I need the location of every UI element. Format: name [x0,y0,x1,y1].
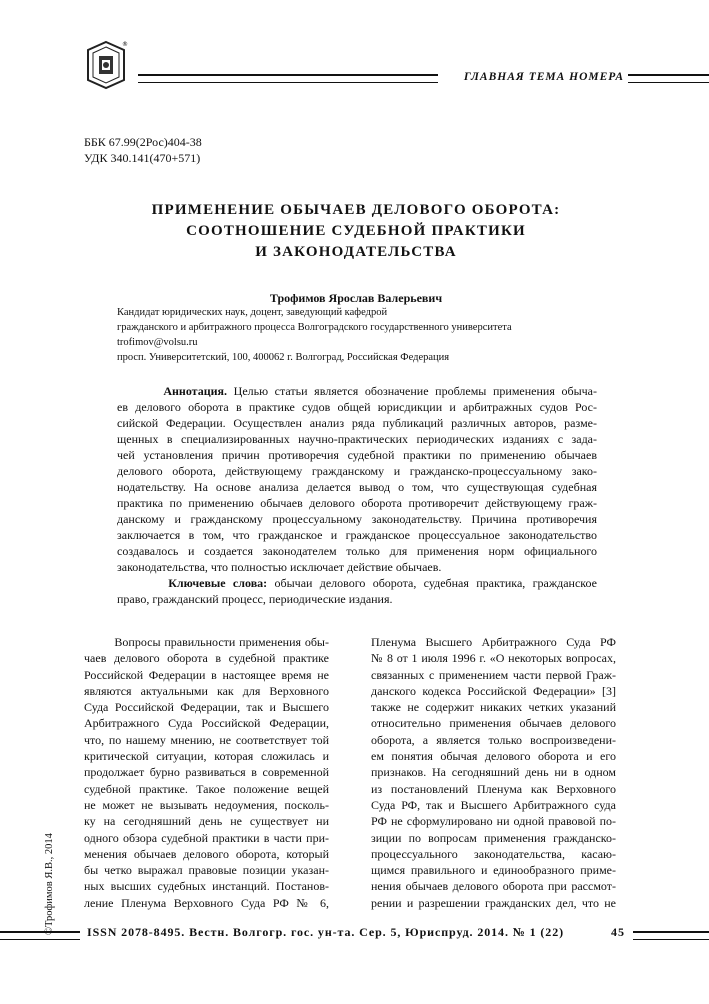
page-number: 45 [611,925,625,939]
body-line: являются актуальными как для Верховного [84,683,329,698]
body-line: также не содержит никаких четких указаний [371,700,616,715]
body-line: Суда Российской Федерации, так и Высшего [84,700,329,715]
body-line: не может не вызывать недоумения, посколь- [84,797,329,812]
footer-rule-left [0,931,80,940]
footer-rule-right [633,931,709,940]
body-column-right [371,634,616,911]
body-line: критической ситуации, которая сложилась и [84,749,329,764]
keywords-label: Ключевые слова: [168,576,268,590]
body-line: № 8 от 1 июля 1996 г. «О некоторых вопросах, [371,651,616,666]
abstract-line: законодательства, что полностью исключает действие обычаев. [117,560,442,574]
article-title [84,200,628,263]
author-address: просп. Университетский, 100, 400062 г. Волгоград, Российская Федерация [117,352,450,363]
university-seal-logo [84,40,128,90]
author-affiliation [117,305,512,365]
abstract-line: нодательству. На основе анализа делается вывод о том, что существующая судебная [117,480,597,494]
abstract-line: заключается в том, что гражданское и гражданское процессуальное законодательство [117,528,597,542]
body-line: менения обычаев делового оборота, который [84,846,329,861]
abstract-line: практика по применению обычаев делового оборота противоречит действующему граж- [117,496,597,510]
title-line: И ЗАКОНОДАТЕЛЬСТВА [255,244,457,260]
body-line: зиции по вопросам применения гражданско- [371,830,616,845]
abstract-label: Аннотация. [163,384,228,398]
affiliation-line: Кандидат юридических наук, доцент, заведующий кафедрой [117,307,388,318]
title-line: ПРИМЕНЕНИЕ ОБЫЧАЕВ ДЕЛОВОГО ОБОРОТА: [151,202,561,218]
body-line: одного обзора судебной практики в части при- [84,830,329,845]
body-line: Пленума Высшего Арбитражного Суда РФ [371,635,616,649]
abstract-line: чей установления причин противоречия судебной практики по применению обычаев [117,448,597,462]
keywords-line: Ключевые слова: обычаи делового оборота, судебная практика, гражданское [168,576,597,590]
udk-code: УДК 340.141(470+571) [84,151,201,165]
body-line: бы четко выражал правовые позиции указан- [84,863,329,878]
section-label: ГЛАВНАЯ ТЕМА НОМЕРА [463,71,624,83]
registered-mark: ® [122,41,128,48]
author-email: trofimov@volsu.ru [117,337,198,348]
body-line: процессуального законодательства, касаю- [371,846,616,861]
bbk-code: ББК 67.99(2Рос)404-38 [84,135,202,149]
abstract-line: данскому и гражданскому процессуальному законодательству. Причина противоречия [117,512,597,526]
body-line: нения обычаев делового оборота при рассмот- [371,879,616,894]
journal-citation: ISSN 2078-8495. Вестн. Волгогр. гос. ун-та. Сер. 5, Юриспруд. 2014. № 1 (22) [87,925,565,939]
abstract-line: делового оборота, действующему гражданскому и гражданско-процессуальному зако- [117,464,597,478]
body-line: РФ не сформулировано ни одной правовой по- [371,814,616,829]
header-rule-left [138,74,438,83]
body-line: Вопросы правильности применения обы- [84,635,329,649]
abstract-line: создавалось и создается законодателем только для применения норм официального [117,544,597,558]
abstract-line: Аннотация. Целью статьи является обозначение проблемы применения обыча- [163,384,597,398]
header-rule-right [628,74,709,83]
author-name: Трофимов Ярослав Валерьевич [269,291,443,305]
abstract-line: ев делового оборота в практике судов общей юрисдикции и арбитражных судов Рос- [117,400,597,414]
affiliation-line: гражданского и арбитражного процесса Волгоградского государственного университета [117,322,512,333]
body-line: щимся правильного и единообразного приме- [371,863,616,878]
title-line: СООТНОШЕНИЕ СУДЕБНОЙ ПРАКТИКИ [186,223,526,239]
body-column-left [84,634,329,911]
body-line: судебной практике. Такое положение вещей [84,781,329,796]
body-line: относительно применения обычаев делового [371,716,616,731]
classification-codes [84,134,202,166]
abstract-line: щенных в специализированных научно-практических периодических изданиях с зада- [117,432,597,446]
copyright-notice: ©Трофимов Я.В., 2014 [44,833,55,935]
body-line: чаев делового оборота в судебной практике [84,651,329,666]
body-line: рении и разрешении гражданских дел, что не [371,895,616,910]
body-line: Суда РФ, так и Высшего Арбитражного суда [371,797,616,812]
body-line: ление Пленума Верховного Суда РФ № 6, [84,895,329,910]
body-line: Российской Федерации в настоящее время не [84,667,329,682]
body-line: продолжает бурно развиваться в современной [84,765,329,780]
body-line: что, по нашему мнению, не соответствует той [84,732,329,747]
body-line: связанных с применением части первой Граж- [371,667,616,682]
body-line: Арбитражного Суда Российской Федерации, [84,716,329,731]
body-line: из постановлений Пленума как Верховного [371,781,616,796]
keywords-line: право, гражданский процесс, периодические издания. [117,592,393,606]
body-line: данского кодекса Российской Федерации» [3] [371,683,616,698]
body-line: признаков. На сегодняшний день ни в одном [371,765,616,780]
body-line: ных высших судебных инстанций. Постанов- [84,879,329,894]
abstract [117,383,597,607]
body-line: ем понятия обычая делового оборота и его [371,749,616,764]
abstract-line: сийской Федерации. Осуществлен анализ ряда публикаций различных авторов, разме- [117,416,597,430]
body-line: ку на сегодняшний день не существует ни [84,814,329,829]
body-line: оборота, а является только воспроизведени- [371,732,616,747]
